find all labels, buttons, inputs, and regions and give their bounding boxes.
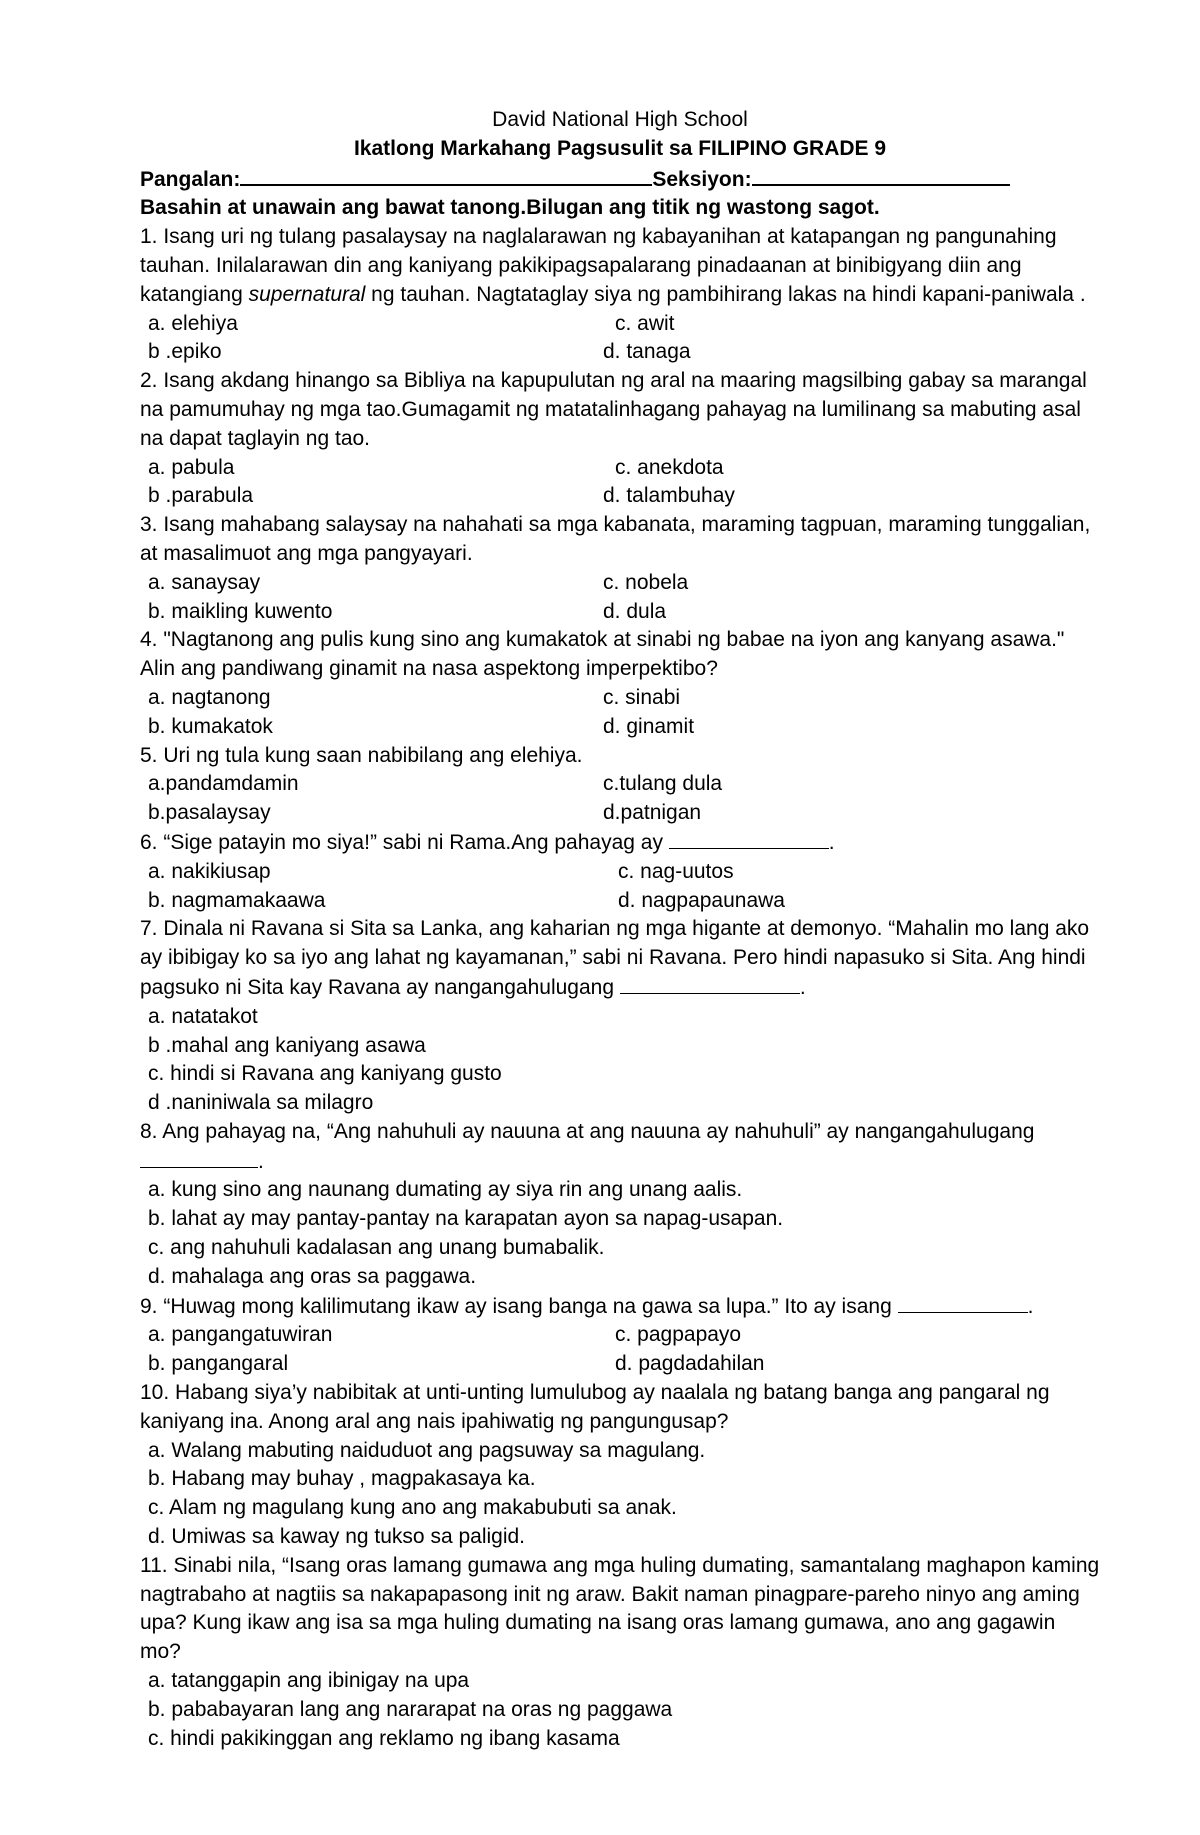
option-c[interactable]: c. nag-uutos (618, 859, 734, 883)
option-b[interactable]: b. maikling kuwento (148, 599, 333, 623)
option-c[interactable]: c.tulang dula (603, 772, 723, 796)
option-b[interactable]: b. kumakatok (148, 714, 273, 738)
question-3: 3. Isang mahabang salaysay na nahahati sa mga kabanata, maraming tagpuan, maraming tunggalian, at masalimuot ang mga pangyayari. (140, 513, 1091, 565)
question-2-options (140, 454, 1100, 512)
question-10: 10. Habang siya’y nabibitak at unti-unting lumulubog ay naalala ng batang banga ang pangaral ng kaniyang ina. Anong aral ang nais ipahiwatig ng pangungusap? (140, 1381, 1050, 1433)
question-11: 11. Sinabi nila, “Isang oras lamang gumawa ang mga huling dumating, samantalang maghapon kaming nagtrabaho at nagtiis sa nakapapasong init ng araw. Bakit naman pinagpare-pareho ninyo ang aming upa? Kung ikaw ang isa sa mga huling dumating na isang oras lamang gumawa, ano ang gagawin mo? (140, 1553, 1100, 1664)
question-11-options (140, 1667, 1100, 1753)
answer-blank (140, 1147, 258, 1168)
option-c[interactable]: c. ang nahuhuli kadalasan ang unang bumabalik. (148, 1236, 605, 1260)
instructions: Basahin at unawain ang bawat tanong.Bilugan ang titik ng wastong sagot. (140, 196, 880, 220)
question-4-options (140, 684, 1100, 742)
question-7-options (140, 1003, 1100, 1118)
option-d[interactable]: d. mahalaga ang oras sa paggawa. (148, 1264, 477, 1288)
option-c[interactable]: c. Alam ng magulang kung ano ang makabubuti sa anak. (148, 1496, 677, 1520)
question-6 (140, 828, 1100, 858)
option-b[interactable]: b .parabula (148, 484, 254, 508)
option-b[interactable]: b. lahat ay may pantay-pantay na karapatan ayon sa napag-usapan. (148, 1207, 784, 1231)
question-1-emphasis: supernatural (248, 282, 366, 306)
option-d[interactable]: d. Umiwas sa kaway ng tukso sa paligid. (148, 1525, 526, 1549)
name-field[interactable] (240, 164, 652, 186)
question-9-text: 9. “Huwag mong kalilimutang ikaw ay isang banga na gawa sa lupa.” Ito ay isang (140, 1294, 892, 1318)
question-5: 5. Uri ng tula kung saan nabibilang ang elehiya. (140, 743, 583, 767)
question-6-options (140, 858, 1100, 916)
exam-title: Ikatlong Markahang Pagsusulit sa FILIPINO GRADE 9 (353, 136, 887, 160)
section-field[interactable] (752, 164, 1010, 186)
option-a[interactable]: a. nakikiusap (148, 859, 271, 883)
question-1-text-b: ng tauhan. Nagtataglay siya ng pambihirang lakas na hindi kapani-paniwala . (365, 282, 1086, 306)
option-a[interactable]: a. nagtanong (148, 685, 271, 709)
option-c[interactable]: c. nobela (603, 570, 689, 594)
option-b[interactable]: b. pangangaral (148, 1352, 289, 1376)
option-a[interactable]: a. natatakot (148, 1004, 258, 1028)
option-a[interactable]: a. elehiya (148, 311, 238, 335)
question-4: 4. "Nagtanong ang pulis kung sino ang kumakatok at sinabi ng babae na iyon ang kanyang asawa." Alin ang pandiwang ginamit na nasa aspektong imperpektibo? (140, 628, 1065, 681)
question-1 (140, 223, 1100, 309)
option-b[interactable]: b .epiko (148, 340, 222, 364)
answer-blank (620, 973, 800, 994)
question-8-text: 8. Ang pahayag na, “Ang nahuhuli ay nauuna at ang nauuna ay nahuhuli” ay nangangahulugang (140, 1119, 1035, 1143)
option-d[interactable]: d. dula (603, 599, 667, 623)
option-d[interactable]: d.patnigan (603, 801, 702, 825)
question-10-options (140, 1437, 1100, 1552)
answer-blank (898, 1292, 1028, 1313)
question-3-options (140, 569, 1100, 627)
option-a[interactable]: a. tatanggapin ang ibinigay na upa (148, 1669, 470, 1693)
option-c[interactable]: c. anekdota (615, 455, 724, 479)
option-a[interactable]: a. pabula (148, 455, 235, 479)
question-9 (140, 1292, 1100, 1322)
question-8 (140, 1118, 1100, 1177)
question-5-options (140, 770, 1100, 828)
question-2: 2. Isang akdang hinango sa Bibliya na kapupulutan ng aral na maaring magsilbing gabay sa marangal na pamumuhay ng mga tao.Gumagamit ng matatalinhagang pahayag na lumilinang sa mabuting asal na dapat taglayin ng tao. (140, 369, 1087, 450)
question-7-text: 7. Dinala ni Ravana si Sita sa Lanka, ang kaharian ng mga higante at demonyo. “Mahalin mo lang ako ay ibibigay ko sa iyo ang lahat ng kayamanan,” sabi ni Ravana. Pero hindi napasuko si Sita. Ang hindi pagsuko ni Sita kay Ravana ay nangangahulugang (140, 917, 1090, 999)
option-b[interactable]: b. nagmamakaawa (148, 888, 326, 912)
option-a[interactable]: a. Walang mabuting naiduduot ang pagsuway sa magulang. (148, 1438, 706, 1462)
question-1-options (140, 310, 1100, 368)
option-b[interactable]: b.pasalaysay (148, 801, 271, 825)
question-9-end: . (1027, 1294, 1034, 1318)
name-label: Pangalan: (140, 167, 241, 191)
option-a[interactable]: a.pandamdamin (148, 772, 299, 796)
exam-content (140, 106, 1100, 1753)
option-c[interactable]: c. awit (615, 311, 675, 335)
option-a[interactable]: a. sanaysay (148, 570, 261, 594)
option-b[interactable]: b. pababayaran lang ang nararapat na oras ng paggawa (148, 1697, 673, 1721)
question-8-options (140, 1176, 1100, 1291)
option-d[interactable]: d. talambuhay (603, 484, 735, 508)
question-9-options (140, 1321, 1100, 1379)
question-7-end: . (799, 975, 806, 999)
option-a[interactable]: a. kung sino ang naunang dumating ay siya rin ang unang aalis. (148, 1178, 743, 1202)
option-a[interactable]: a. pangangatuwiran (148, 1323, 333, 1347)
option-d[interactable]: d .naniniwala sa milagro (148, 1091, 374, 1115)
option-d[interactable]: d. nagpapaunawa (618, 888, 785, 912)
student-info-row (140, 164, 1100, 195)
section-label: Seksiyon: (652, 167, 752, 191)
question-7 (140, 915, 1100, 1002)
question-6-text: 6. “Sige patayin mo siya!” sabi ni Rama.Ang pahayag ay (140, 830, 663, 854)
option-d[interactable]: d. tanaga (603, 340, 691, 364)
question-1-text-a: 1. Isang uri ng tulang pasalaysay na naglalarawan ng kabayanihan at katapangan ng pangunahing tauhan. Inilalarawan din ang kaniyang pakikipagsapalarang pinadaanan at binibigyang diin ang katangiang (140, 225, 1057, 306)
question-6-end: . (828, 830, 835, 854)
option-c[interactable]: c. hindi pakikinggan ang reklamo ng ibang kasama (148, 1726, 620, 1750)
option-c[interactable]: c. pagpapayo (615, 1323, 742, 1347)
option-d[interactable]: d. pagdadahilan (615, 1352, 765, 1376)
question-8-end: . (258, 1149, 264, 1173)
option-c[interactable]: c. sinabi (603, 685, 681, 709)
option-c[interactable]: c. hindi si Ravana ang kaniyang gusto (148, 1062, 502, 1086)
option-d[interactable]: d. ginamit (603, 714, 695, 738)
option-b[interactable]: b .mahal ang kaniyang asawa (148, 1033, 426, 1057)
school-name: David National High School (492, 108, 748, 131)
answer-blank (669, 828, 829, 849)
option-b[interactable]: b. Habang may buhay , magpakasaya ka. (148, 1467, 536, 1491)
